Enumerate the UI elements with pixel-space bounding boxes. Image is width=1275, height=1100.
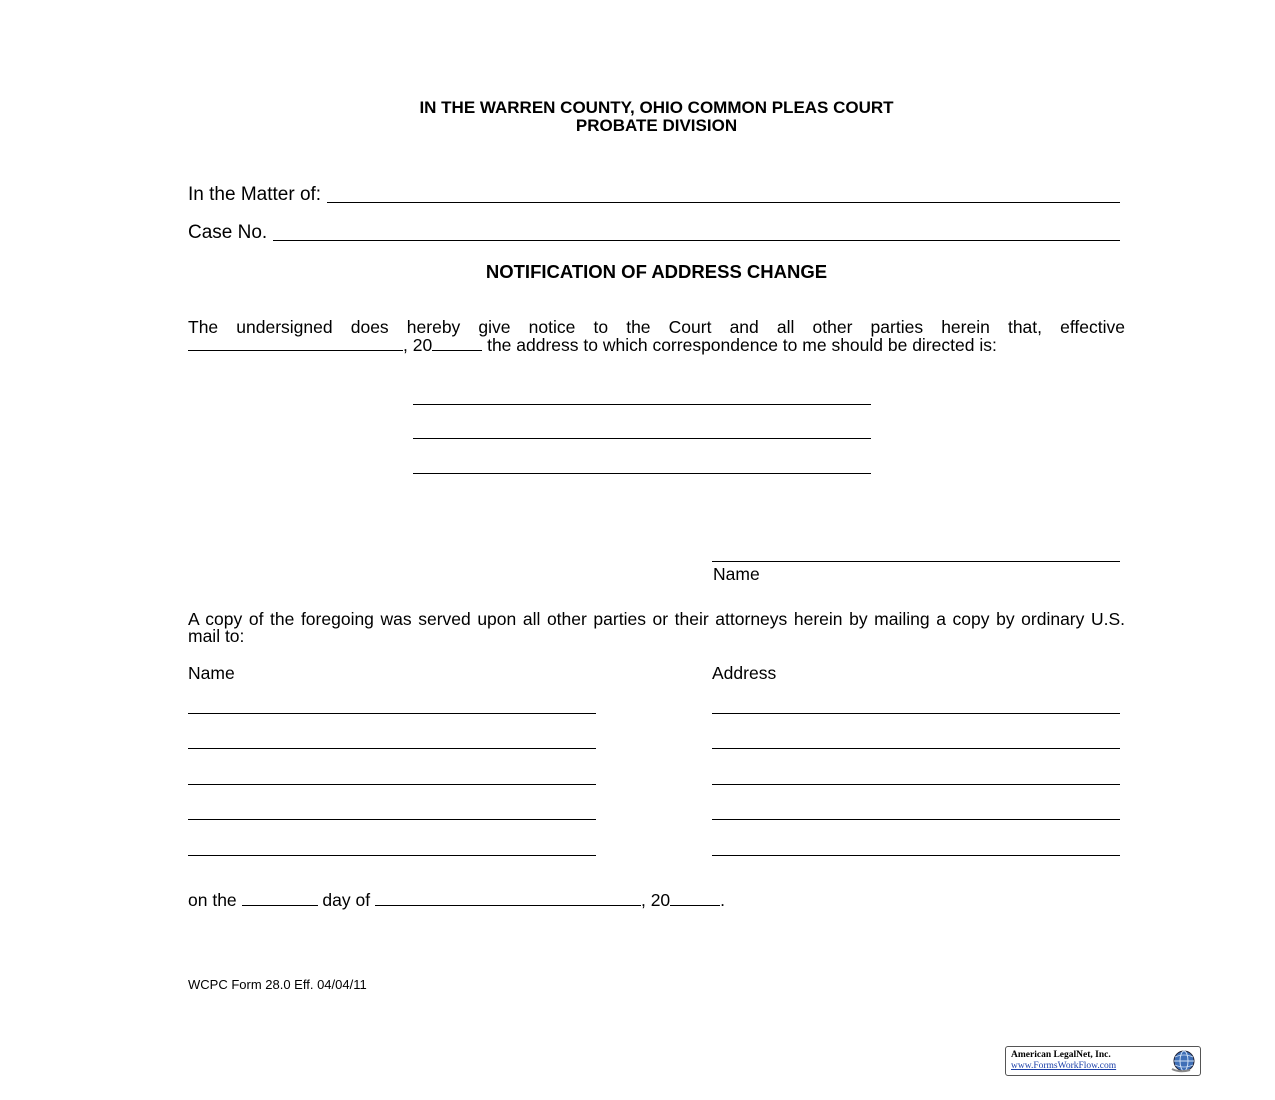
service-day-blank[interactable] bbox=[242, 891, 318, 906]
effective-year-blank[interactable] bbox=[432, 336, 482, 351]
form-id-footer: WCPC Form 28.0 Eff. 04/04/11 bbox=[188, 977, 367, 992]
logo-url-link[interactable]: www.FormsWorkFlow.com bbox=[1011, 1061, 1117, 1071]
service-address-line[interactable] bbox=[712, 855, 1120, 856]
court-heading: IN THE WARREN COUNTY, OHIO COMMON PLEAS COURT bbox=[419, 98, 894, 117]
notice-text-part1: The undersigned does hereby give notice to the Court and all other parties herein that, effective bbox=[188, 317, 1125, 337]
notice-year-prefix: , 20 bbox=[403, 335, 433, 355]
logo-company-name: American LegalNet, Inc. bbox=[1011, 1050, 1111, 1060]
globe-icon bbox=[1170, 1049, 1196, 1073]
new-address-line-3[interactable] bbox=[413, 473, 871, 474]
signature-name-label: Name bbox=[713, 564, 760, 584]
service-month-blank[interactable] bbox=[375, 891, 641, 906]
on-the-label: on the bbox=[188, 890, 237, 910]
service-address-header: Address bbox=[712, 663, 777, 683]
service-date-line bbox=[188, 890, 725, 911]
service-name-line[interactable] bbox=[188, 713, 596, 714]
service-name-line[interactable] bbox=[188, 748, 596, 749]
service-address-line[interactable] bbox=[712, 713, 1120, 714]
notice-paragraph bbox=[188, 319, 1125, 354]
service-address-line[interactable] bbox=[712, 819, 1120, 820]
service-name-line[interactable] bbox=[188, 784, 596, 785]
matter-label: In the Matter of: bbox=[188, 184, 322, 205]
new-address-line-2[interactable] bbox=[413, 438, 871, 439]
day-of-label: day of bbox=[322, 890, 371, 910]
new-address-line-1[interactable] bbox=[413, 404, 871, 405]
effective-date-blank[interactable] bbox=[188, 336, 403, 351]
service-name-line[interactable] bbox=[188, 855, 596, 856]
service-name-line[interactable] bbox=[188, 819, 596, 820]
notice-text-part3: the address to which correspondence to me should be directed is: bbox=[487, 335, 997, 355]
service-name-header: Name bbox=[188, 663, 235, 683]
service-address-line[interactable] bbox=[712, 784, 1120, 785]
form-title: NOTIFICATION OF ADDRESS CHANGE bbox=[485, 261, 828, 282]
american-legalnet-logo[interactable] bbox=[1005, 1046, 1201, 1076]
service-year-blank[interactable] bbox=[670, 891, 720, 906]
case-number-blank-line[interactable] bbox=[273, 239, 1120, 241]
service-paragraph: A copy of the foregoing was served upon all other parties or their attorneys herein by mailing a copy by ordinary U.S. mail to: bbox=[188, 609, 1125, 646]
division-heading: PROBATE DIVISION bbox=[575, 116, 738, 135]
dateline-period: . bbox=[720, 890, 726, 910]
year-prefix: , 20 bbox=[640, 890, 671, 910]
service-address-line[interactable] bbox=[712, 748, 1120, 749]
signature-line[interactable] bbox=[712, 561, 1120, 562]
case-number-row bbox=[188, 222, 1120, 244]
matter-blank-line[interactable] bbox=[327, 201, 1120, 203]
case-number-label: Case No. bbox=[188, 222, 268, 243]
matter-field-row bbox=[188, 184, 1120, 206]
